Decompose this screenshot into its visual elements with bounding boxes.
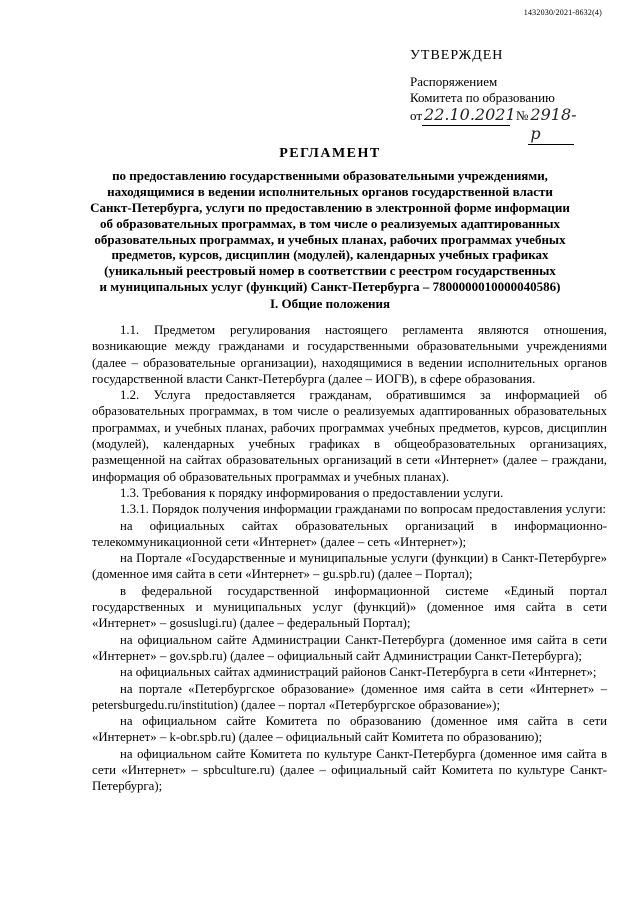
title-line: Санкт-Петербурга, услуги по предоставлению в электронной форме информации [90,199,570,215]
paragraph: 1.1. Предметом регулирования настоящего регламента являются отношения, возникающие между гражданами и государственными образовательными учреждениями (далее – образовательные организации), находящимися в ведении исполнительных органов государственной власти Санкт-Петербурга (далее – ИОГВ), в сфере образования. [92,323,607,386]
title-main: РЕГЛАМЕНТ [279,146,381,161]
paragraph: на официальных сайтах администраций районов Санкт-Петербурга в сети «Интернет»; [120,665,597,680]
title-line: образовательных программах, и учебных планах, рабочих программах учебных [94,231,566,247]
paragraph: 1.2. Услуга предоставляется гражданам, обратившимся за информацией об образовательных программах, в том числе о реализуемых адаптированных образовательных программах, и учебных планах, рабочих программах учебных предметов, курсов, дисциплин (модулей), календарных учебных графиках в общеобразовательных организациях, размещенной на сайтах образовательных организаций в сети «Интернет» (далее – граждани, информация об образовательных программах и учебных планах). [92,388,607,484]
paragraph: на официальном сайте Комитета по образованию (доменное имя сайта в сети «Интернет» – k-obr.spb.ru) (далее – официальный сайт Комитета по образованию); [92,714,607,745]
title-line: об образовательных программах, в том числе о реализуемых адаптированных [100,215,560,231]
number-prefix: № [516,108,529,123]
approval-line-1: Распоряжением [410,74,498,89]
paragraph: на портале «Петербургское образование» (доменное имя сайта в сети «Интернет» – petersburgedu.ru/institution) (далее – портал «Петербургское образование»); [92,681,607,712]
section-title: I. Общие положения [270,296,390,311]
number-field [528,105,577,145]
paragraph: в федеральной государственной информационной системе «Единый портал государственных и муниципальных услуг (функций)» (доменное имя сайта в сети «Интернет» – gosuslugi.ru) (далее – федеральный Портал); [92,583,607,631]
paragraph: на официальном сайте Комитета по культуре Санкт-Петербурга (доменное имя сайта в сети «Интернет» – spbculture.ru) (далее – официальный сайт Комитета по культуре Санкт-Петербурга); [92,746,607,794]
approval-date-number-line [410,105,577,145]
paragraph: 1.3. Требования к порядку информирования о предоставлении услуги. [120,485,504,500]
title-line: и муниципальных услуг (функций) Санкт-Петербурга – 7800000010000040586) [99,279,561,295]
handwritten-date: 22.10.2021 [424,105,516,124]
approval-block [410,48,577,145]
document-id: 1432030/2021-8632(4) [523,8,602,17]
paragraph: 1.3.1. Порядок получения информации гражданами по вопросам предоставления услуги: [120,502,606,517]
title-line: (уникальный реестровый номер в соответствии с реестром государственных [104,263,556,279]
approved-heading: УТВЕРЖДЕН [410,48,504,63]
document-body [92,322,607,795]
paragraph: на Портале «Государственные и муниципальные услуги (функции) в Санкт-Петербурге» (доменное имя сайта в сети «Интернет» – gu.spb.ru) (далее – Портал); [92,551,607,582]
date-field [422,105,516,126]
title-line: находящимися в ведении исполнительных органов государственной власти [107,183,553,199]
title-line: по предоставлению государственными образовательными учреждениями, [112,167,548,183]
paragraph: на официальных сайтах образовательных организаций в информационно-телекоммуникационной сети «Интернет» (далее – сеть «Интернет»); [92,518,607,549]
date-prefix: от [410,108,423,123]
title-line: предметов, курсов, дисциплин (модулей), календарных учебных графиках [111,247,549,263]
approval-line-2: Комитета по образованию [410,90,555,105]
regulation-title [60,146,600,295]
paragraph: на официальном сайте Администрации Санкт-Петербурга (доменное имя сайта в сети «Интернет» – gov.spb.ru) (далее – официальный сайт Администрации Санкт-Петербурга); [92,632,607,663]
handwritten-number: 2918-р [530,105,577,143]
